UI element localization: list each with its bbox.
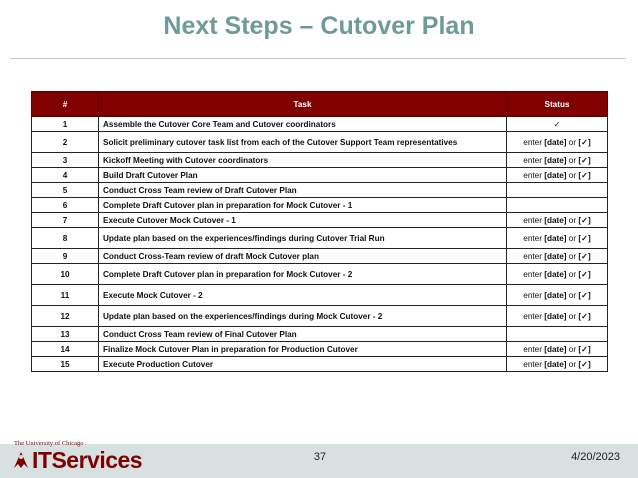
- row-status: [507, 357, 608, 372]
- status-check-placeholder: [✓]: [578, 216, 591, 225]
- slide-date: 4/20/2023: [571, 451, 620, 463]
- status-check-placeholder: [✓]: [578, 291, 591, 300]
- status-check-placeholder: [✓]: [578, 138, 591, 147]
- row-status: [507, 342, 608, 357]
- row-number: 12: [32, 306, 99, 327]
- status-or-text: or: [566, 171, 579, 180]
- row-status: [507, 249, 608, 264]
- row-task: Execute Mock Cutover - 2: [99, 285, 507, 306]
- table-row: [32, 213, 608, 228]
- row-number: 4: [32, 168, 99, 183]
- row-number: 9: [32, 249, 99, 264]
- table-row: [32, 264, 608, 285]
- row-task: Complete Draft Cutover plan in preparation for Mock Cutover - 1: [99, 198, 507, 213]
- row-number: 11: [32, 285, 99, 306]
- phoenix-logo-icon: [12, 450, 30, 470]
- status-enter-text: enter: [523, 312, 545, 321]
- table-header-row: [32, 92, 608, 117]
- status-or-text: or: [566, 360, 579, 369]
- row-number: 13: [32, 327, 99, 342]
- row-status: [507, 168, 608, 183]
- status-enter-text: enter: [523, 291, 545, 300]
- row-number: 6: [32, 198, 99, 213]
- status-date-placeholder: [date]: [544, 156, 567, 165]
- status-date-placeholder: [date]: [544, 216, 567, 225]
- row-number: 5: [32, 183, 99, 198]
- status-enter-text: enter: [523, 171, 545, 180]
- table-row: [32, 168, 608, 183]
- table-row: [32, 117, 608, 132]
- status-or-text: or: [566, 234, 579, 243]
- itservices-logo: [12, 447, 142, 473]
- row-status: [507, 153, 608, 168]
- status-check-placeholder: [✓]: [578, 234, 591, 243]
- status-enter-text: enter: [523, 138, 545, 147]
- header-status: Status: [507, 92, 608, 117]
- university-name: The University of Chicago: [14, 440, 84, 447]
- row-number: 7: [32, 213, 99, 228]
- status-date-placeholder: [date]: [544, 291, 567, 300]
- status-or-text: or: [566, 138, 579, 147]
- status-or-text: or: [566, 270, 579, 279]
- checkmark-icon: ✓: [553, 120, 561, 129]
- status-check-placeholder: [✓]: [578, 312, 591, 321]
- slide-title: Next Steps – Cutover Plan: [163, 12, 475, 40]
- table-row: [32, 183, 608, 198]
- row-number: 2: [32, 132, 99, 153]
- status-or-text: or: [566, 345, 579, 354]
- title-divider: [10, 58, 626, 59]
- row-task: Update plan based on the experiences/findings during Mock Cutover - 2: [99, 306, 507, 327]
- status-or-text: or: [566, 312, 579, 321]
- status-or-text: or: [566, 156, 579, 165]
- status-or-text: or: [566, 291, 579, 300]
- row-task: Execute Cutover Mock Cutover - 1: [99, 213, 507, 228]
- status-date-placeholder: [date]: [544, 312, 567, 321]
- row-status: [507, 285, 608, 306]
- row-task: Conduct Cross-Team review of draft Mock Cutover plan: [99, 249, 507, 264]
- table-row: [32, 327, 608, 342]
- status-check-placeholder: [✓]: [578, 270, 591, 279]
- row-task: Conduct Cross Team review of Final Cutover Plan: [99, 327, 507, 342]
- header-number: #: [32, 92, 99, 117]
- status-enter-text: enter: [523, 345, 545, 354]
- row-task: Update plan based on the experiences/findings during Cutover Trial Run: [99, 228, 507, 249]
- status-date-placeholder: [date]: [544, 171, 567, 180]
- row-number: 3: [32, 153, 99, 168]
- status-date-placeholder: [date]: [544, 234, 567, 243]
- row-number: 1: [32, 117, 99, 132]
- row-status: [507, 228, 608, 249]
- table-row: [32, 228, 608, 249]
- status-date-placeholder: [date]: [544, 252, 567, 261]
- row-status: [507, 117, 608, 132]
- status-check-placeholder: [✓]: [578, 171, 591, 180]
- status-enter-text: enter: [523, 360, 545, 369]
- status-or-text: or: [566, 252, 579, 261]
- row-status: [507, 213, 608, 228]
- table-body: [32, 117, 608, 372]
- itservices-logo-text: ITServices: [32, 446, 143, 473]
- row-task: Finalize Mock Cutover Plan in preparation for Production Cutover: [99, 342, 507, 357]
- status-enter-text: enter: [523, 270, 545, 279]
- row-task: Conduct Cross Team review of Draft Cutover Plan: [99, 183, 507, 198]
- status-enter-text: enter: [523, 234, 545, 243]
- row-number: 10: [32, 264, 99, 285]
- row-status: [507, 183, 608, 198]
- status-check-placeholder: [✓]: [578, 360, 591, 369]
- row-status: [507, 264, 608, 285]
- row-task: Complete Draft Cutover plan in preparation for Mock Cutover - 2: [99, 264, 507, 285]
- status-or-text: or: [566, 216, 579, 225]
- row-task: Solicit preliminary cutover task list from each of the Cutover Support Team representatives: [99, 132, 507, 153]
- page-number: 37: [313, 451, 327, 463]
- header-task: Task: [99, 92, 507, 117]
- row-status: [507, 132, 608, 153]
- table-row: [32, 198, 608, 213]
- status-check-placeholder: [✓]: [578, 252, 591, 261]
- status-enter-text: enter: [523, 216, 545, 225]
- table-row: [32, 285, 608, 306]
- row-task: Build Draft Cutover Plan: [99, 168, 507, 183]
- row-status: [507, 327, 608, 342]
- row-status: [507, 306, 608, 327]
- cutover-plan-table: [31, 91, 608, 372]
- status-date-placeholder: [date]: [544, 345, 567, 354]
- table-row: [32, 132, 608, 153]
- row-task: Execute Production Cutover: [99, 357, 507, 372]
- row-task: Assemble the Cutover Core Team and Cutover coordinators: [99, 117, 507, 132]
- status-enter-text: enter: [523, 252, 545, 261]
- table-row: [32, 249, 608, 264]
- row-status: [507, 198, 608, 213]
- row-number: 15: [32, 357, 99, 372]
- table-row: [32, 306, 608, 327]
- row-task: Kickoff Meeting with Cutover coordinators: [99, 153, 507, 168]
- row-number: 8: [32, 228, 99, 249]
- status-check-placeholder: [✓]: [578, 156, 591, 165]
- status-date-placeholder: [date]: [544, 138, 567, 147]
- status-date-placeholder: [date]: [544, 360, 567, 369]
- status-enter-text: enter: [523, 156, 545, 165]
- status-date-placeholder: [date]: [544, 270, 567, 279]
- row-number: 14: [32, 342, 99, 357]
- table-row: [32, 342, 608, 357]
- status-check-placeholder: [✓]: [578, 345, 591, 354]
- table-row: [32, 357, 608, 372]
- table-row: [32, 153, 608, 168]
